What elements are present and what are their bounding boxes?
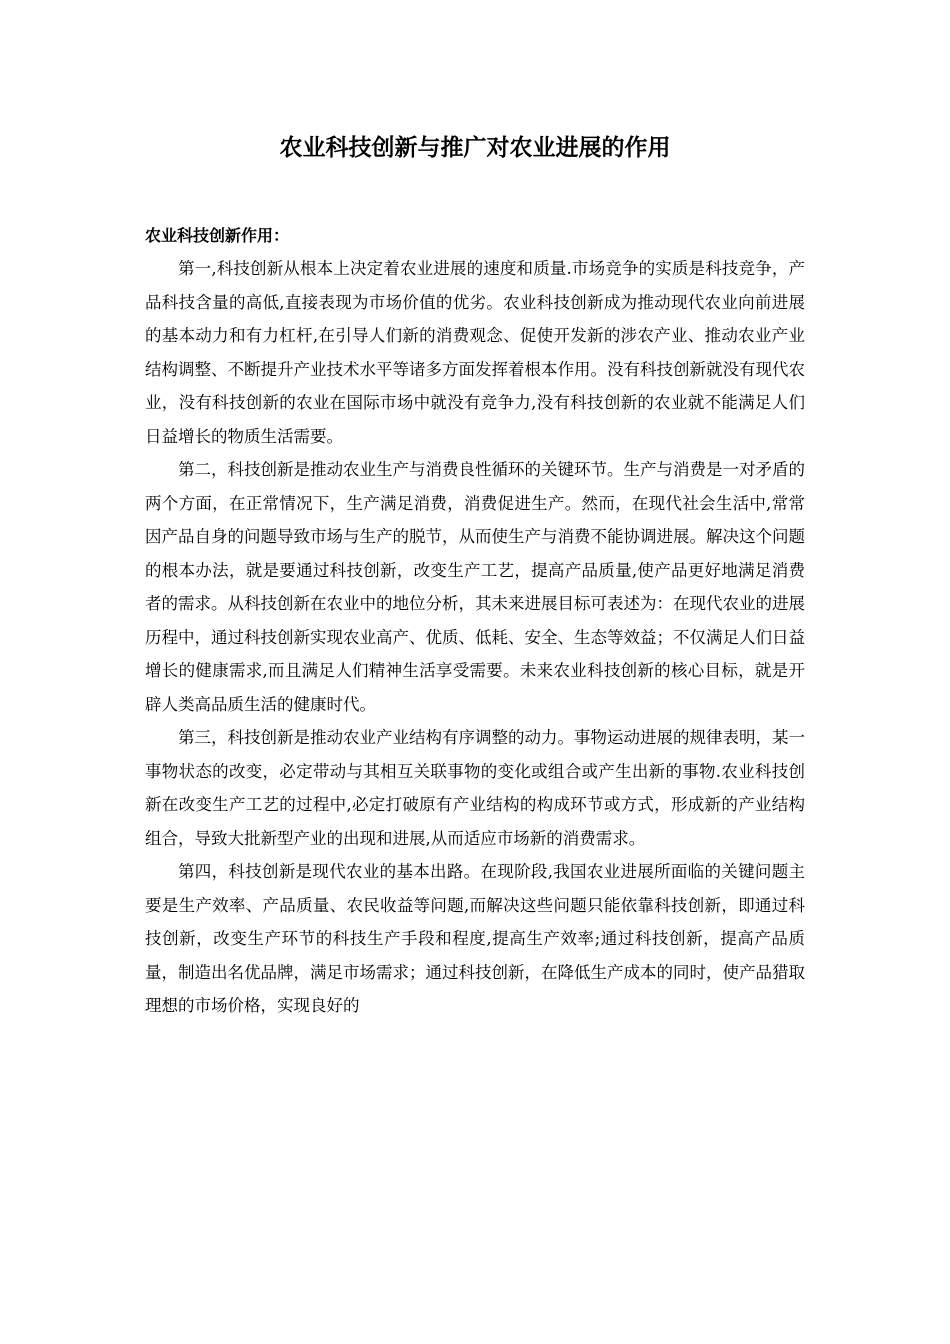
document-title: 农业科技创新与推广对农业进展的作用: [279, 135, 671, 161]
paragraph-3: 第三，科技创新是推动农业产业结构有序调整的动力。事物运动进展的规律表明，某一事物状态的改变，必定带动与其相互关联事物的变化或组合或产生出新的事物.农业科技创新在改变生产工艺的过程中,必定打破原有产业结构的构成环节或方式，形成新的产业结构组合，导致大批新型产业的出现和进展,从而适应市场新的消费需求。: [145, 728, 805, 848]
document-body: [145, 220, 805, 1023]
paragraph-1: 第一,科技创新从根本上决定着农业进展的速度和质量.市场竞争的实质是科技竞争，产品科技含量的高低,直接表现为市场价值的优劣。农业科技创新成为推动现代农业向前进展的基本动力和有力杠杆,在引导人们新的消费观念、促使开发新的涉农产业、推动农业产业结构调整、不断提升产业技术水平等诸多方面发挥着根本作用。没有科技创新就没有现代农业，没有科技创新的农业在国际市场中就没有竞争力,没有科技创新的农业就不能满足人们日益增长的物质生活需要。: [145, 259, 805, 446]
paragraph-4: 第四，科技创新是现代农业的基本出路。在现阶段,我国农业进展所面临的关键问题主要是生产效率、产品质量、农民收益等问题,而解决这些问题只能依靠科技创新，即通过科技创新，改变生产环节的科技生产手段和程度,提高生产效率;通过科技创新，提高产品质量，制造出名优品牌，满足市场需求；通过科技创新，在降低生产成本的同时，使产品猎取理想的市场价格，实现良好的: [145, 862, 805, 1015]
section-heading: 农业科技创新作用：: [145, 226, 290, 245]
paragraph-2: 第二，科技创新是推动农业生产与消费良性循环的关键环节。生产与消费是一对矛盾的两个方面，在正常情况下，生产满足消费，消费促进生产。然而，在现代社会生活中,常常因产品自身的问题导致市场与生产的脱节，从而使生产与消费不能协调进展。解决这个问题的根本办法，就是要通过科技创新，改变生产工艺，提高产品质量,使产品更好地满足消费者的需求。从科技创新在农业中的地位分析，其未来进展目标可表述为：在现代农业的进展历程中，通过科技创新实现农业高产、优质、低耗、安全、生态等效益；不仅满足人们日益增长的健康需求,而且满足人们精神生活享受需要。未来农业科技创新的核心目标，就是开辟人类高品质生活的健康时代。: [145, 460, 805, 714]
